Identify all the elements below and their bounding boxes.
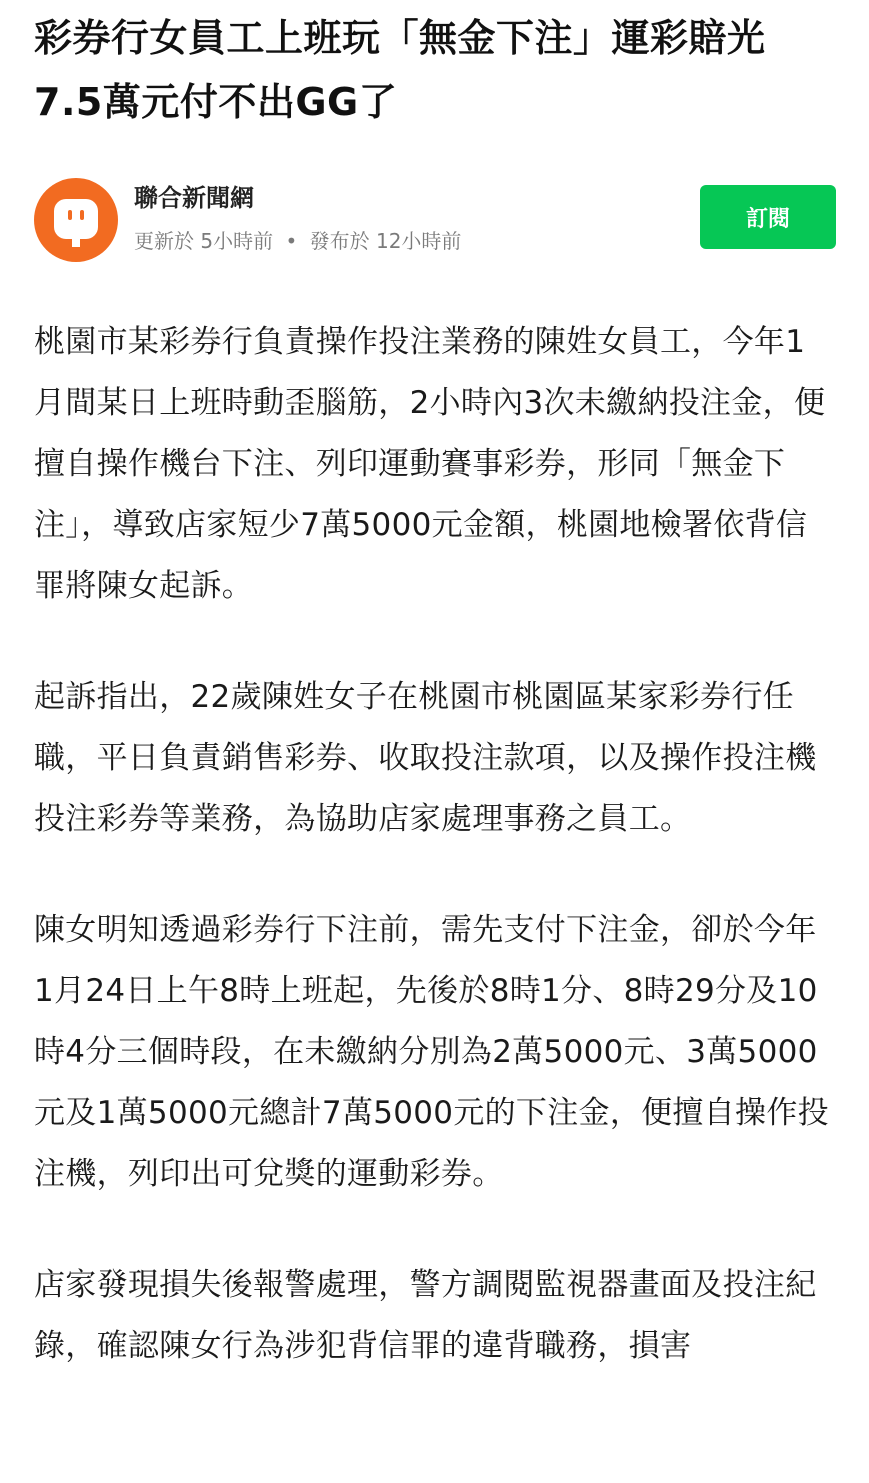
avatar-eye-right bbox=[80, 210, 84, 220]
publisher-avatar[interactable] bbox=[34, 178, 118, 262]
meta-separator: • bbox=[285, 229, 298, 253]
publisher-bar bbox=[34, 178, 836, 264]
publish-meta bbox=[134, 227, 461, 255]
avatar-eye-left bbox=[68, 210, 72, 220]
avatar-plug-stem bbox=[72, 239, 80, 247]
updated-time: 更新於 5小時前 bbox=[134, 229, 274, 253]
article-title: 彩券行女員工上班玩「無金下注」運彩賠光7.5萬元付不出GG了 bbox=[34, 16, 766, 124]
article-paragraph: 桃園市某彩券行負責操作投注業務的陳姓女員工，今年1月間某日上班時動歪腦筋，2小時內3次未繳納投注金，便擅自操作機台下注、列印運動賽事彩券，形同「無金下注」，導致店家短少7萬5000元金額，桃園地檢署依背信罪將陳女起訴。 bbox=[34, 324, 826, 604]
published-time: 發布於 12小時前 bbox=[309, 229, 462, 253]
article-body bbox=[34, 312, 834, 1427]
article-paragraph: 陳女明知透過彩券行下注前，需先支付下注金，卻於今年1月24日上午8時上班起，先後於8時1分、8時29分及10時4分三個時段，在未繳納分別為2萬5000元、3萬5000元及1萬5000元總計7萬5000元的下注金，便擅自操作投注機，列印出可兌獎的運動彩券。 bbox=[34, 912, 829, 1192]
article-paragraph: 起訴指出，22歲陳姓女子在桃園市桃園區某家彩券行任職，平日負責銷售彩券、收取投注款項，以及操作投注機投注彩券等業務，為協助店家處理事務之員工。 bbox=[34, 679, 817, 837]
article-paragraph: 店家發現損失後報警處理，警方調閱監視器畫面及投注紀錄，確認陳女行為涉犯背信罪的違背職務，損害 bbox=[34, 1267, 817, 1364]
publisher-name[interactable]: 聯合新聞網 bbox=[134, 184, 254, 212]
plug-face-icon bbox=[54, 199, 98, 239]
subscribe-button[interactable]: 訂閱 bbox=[700, 185, 836, 249]
